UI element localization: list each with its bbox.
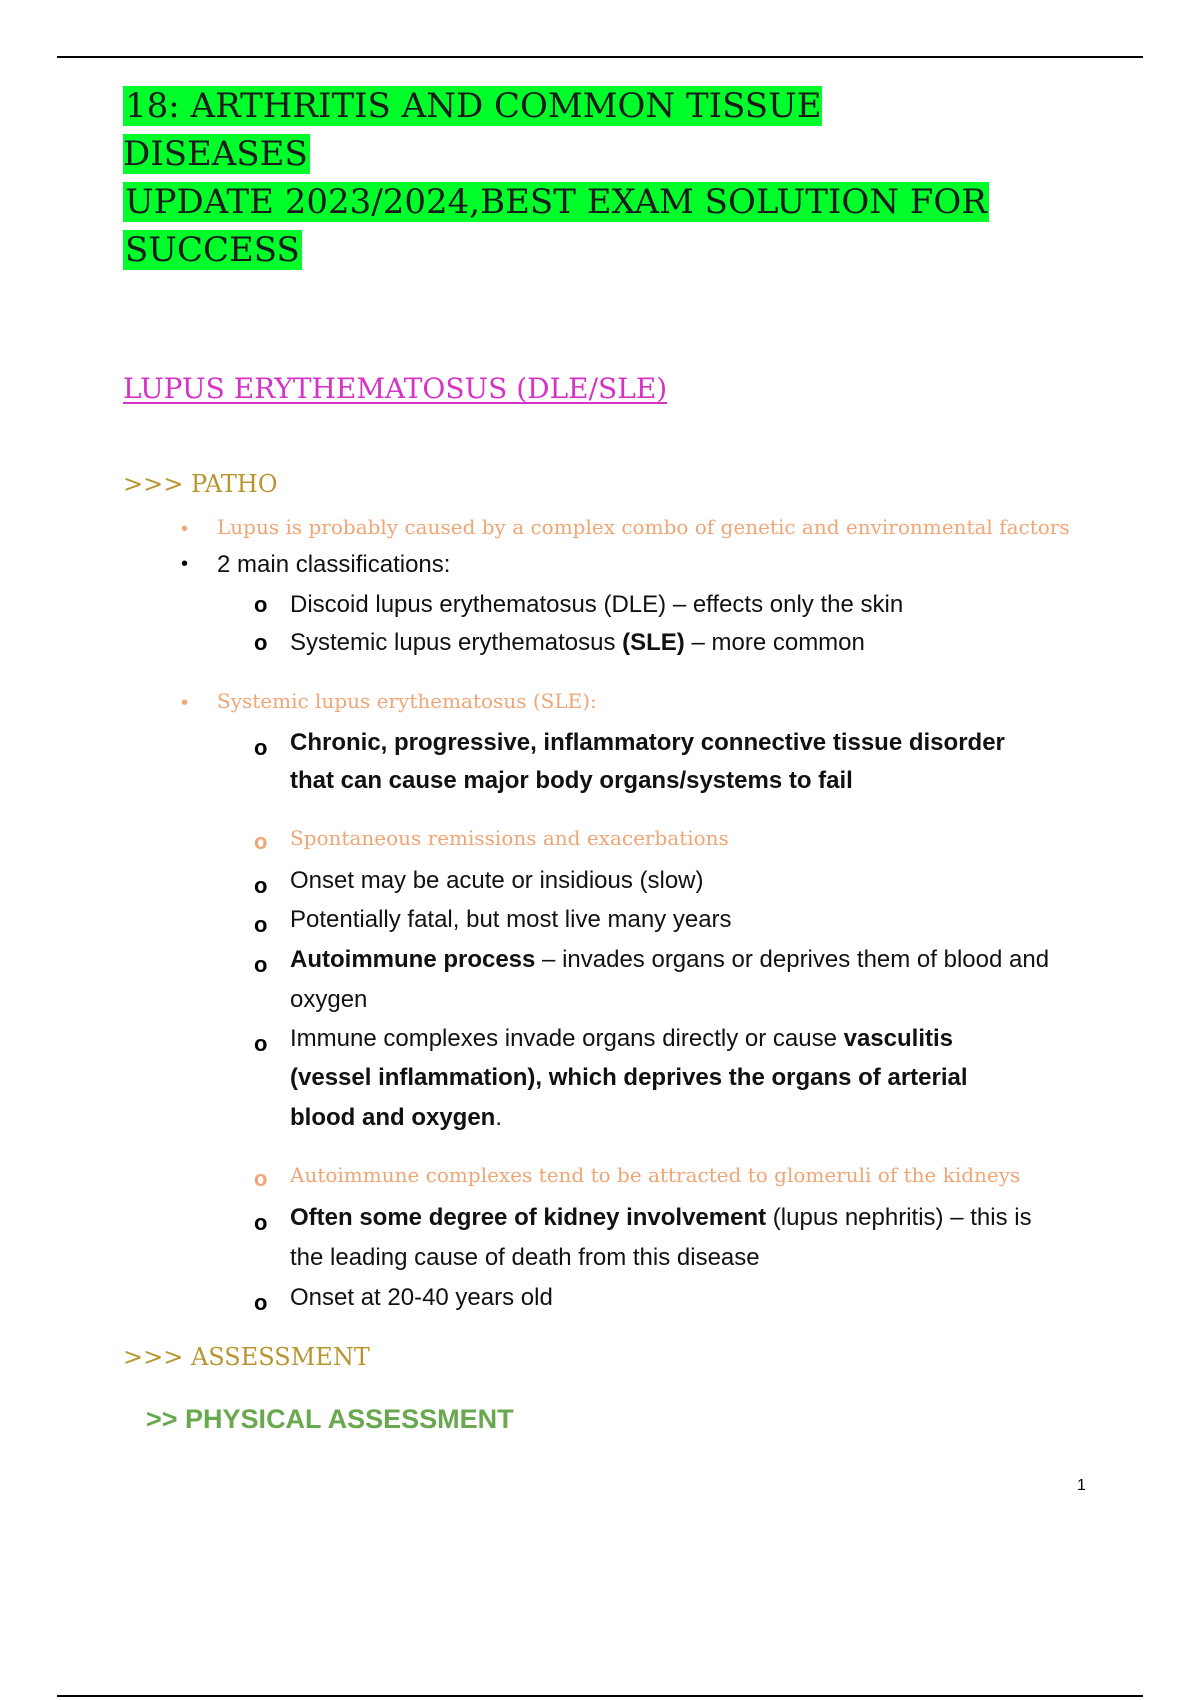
list-item: Lupus is probably caused by a complex combo of genetic and environmental factors xyxy=(217,515,1070,539)
list-item-continuation: the leading cause of death from this disease xyxy=(290,1244,760,1271)
title-line-3: SUCCESS xyxy=(125,230,300,270)
list-item: Discoid lupus erythematosus (DLE) – effects only the skin xyxy=(290,591,904,618)
list-item: Spontaneous remissions and exacerbations xyxy=(290,826,729,850)
sub-bullet-marker: o xyxy=(254,1290,268,1315)
patho-label: >>> PATHO xyxy=(123,470,278,498)
list-item: 2 main classifications: xyxy=(217,551,451,578)
list-item: Potentially fatal, but most live many years xyxy=(290,906,732,933)
page-number: 1 xyxy=(1077,1477,1086,1494)
list-item-continuation: that can cause major body organs/systems to fail xyxy=(290,767,853,794)
list-item: Immune complexes invade organs directly or cause vasculitis xyxy=(290,1025,953,1052)
list-item-continuation: oxygen xyxy=(290,986,368,1013)
list-item: Autoimmune process – invades organs or deprives them of blood and xyxy=(290,946,1050,973)
physical-assessment-heading: >> PHYSICAL ASSESSMENT xyxy=(146,1404,514,1434)
list-item: Chronic, progressive, inflammatory connective tissue disorder xyxy=(290,729,1005,756)
list-item: Systemic lupus erythematosus (SLE) – more common xyxy=(290,629,865,656)
sub-bullet-marker: o xyxy=(254,1166,268,1191)
assessment-label: >>> ASSESSMENT xyxy=(123,1343,370,1371)
list-item: Autoimmune complexes tend to be attracted to glomeruli of the kidneys xyxy=(290,1163,1021,1187)
bullet-marker: • xyxy=(181,518,189,540)
bottom-rule xyxy=(57,1695,1143,1697)
list-item: Often some degree of kidney involvement (lupus nephritis) – this is xyxy=(290,1204,1032,1231)
sub-bullet-marker: o xyxy=(254,829,268,854)
bullet-marker: • xyxy=(181,692,189,714)
sub-bullet-marker: o xyxy=(254,1210,268,1235)
list-item: Systemic lupus erythematosus (SLE): xyxy=(217,689,597,713)
list-item: Onset may be acute or insidious (slow) xyxy=(290,867,704,894)
sub-bullet-marker: o xyxy=(254,592,268,617)
section-heading-lupus: LUPUS ERYTHEMATOSUS (DLE/SLE) xyxy=(123,372,668,405)
sub-bullet-marker: o xyxy=(254,630,268,655)
sub-bullet-marker: o xyxy=(254,873,268,898)
list-item-continuation: (vessel inflammation), which deprives the organs of arterial xyxy=(290,1064,968,1091)
sub-bullet-marker: o xyxy=(254,952,268,977)
list-item-continuation: blood and oxygen. xyxy=(290,1104,503,1131)
title-line-2: UPDATE 2023/2024,BEST EXAM SOLUTION FOR xyxy=(125,182,987,222)
document-title xyxy=(123,82,1003,274)
list-item: Onset at 20-40 years old xyxy=(290,1284,553,1311)
sub-bullet-marker: o xyxy=(254,1031,268,1056)
bullet-marker: • xyxy=(181,553,189,575)
title-line-1: 18: ARTHRITIS AND COMMON TISSUE DISEASES xyxy=(123,86,822,174)
sub-bullet-marker: o xyxy=(254,735,268,760)
sub-bullet-marker: o xyxy=(254,912,268,937)
top-rule xyxy=(57,56,1143,58)
